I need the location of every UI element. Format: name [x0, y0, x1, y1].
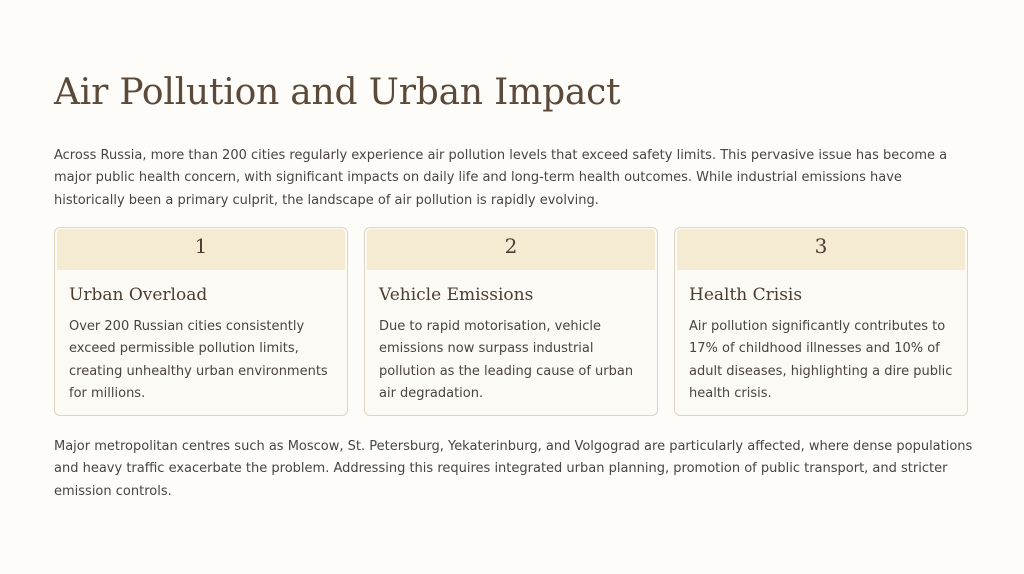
card-header	[367, 229, 655, 270]
card-title: Vehicle Emissions	[379, 285, 534, 305]
card-title: Health Crisis	[689, 285, 803, 305]
card-header	[57, 229, 345, 270]
card-number: 3	[814, 234, 828, 258]
card-row	[54, 227, 970, 418]
card-number: 1	[194, 234, 208, 258]
card-text: Over 200 Russian cities consistently exceed permissible pollution limits, creating unhealthy urban environments for millions.	[69, 319, 328, 401]
card-number: 2	[504, 234, 518, 258]
card-text: Due to rapid motorisation, vehicle emissions now surpass industrial pollution as the leading cause of urban air degradation.	[379, 319, 634, 401]
card-urban-overload	[54, 227, 348, 416]
card-text: Air pollution significantly contributes to 17% of childhood illnesses and 10% of adult diseases, highlighting a dire public health crisis.	[689, 319, 953, 401]
closing-paragraph: Major metropolitan centres such as Moscow, St. Petersburg, Yekaterinburg, and Volgograd are particularly affected, where dense populations and heavy traffic exacerbate the problem. Addressing this requires integrated urban planning, promotion of public transport, and stricter emission controls.	[54, 439, 973, 499]
intro-paragraph: Across Russia, more than 200 cities regularly experience air pollution levels that exceed safety limits. This pervasive issue has become a major public health concern, with significant impacts on daily life and long-term health outcomes. While industrial emissions have historically been a primary culprit, the landscape of air pollution is rapidly evolving.	[54, 148, 948, 208]
card-header	[677, 229, 965, 270]
card-health-crisis	[674, 227, 968, 416]
card-vehicle-emissions	[364, 227, 658, 416]
card-title: Urban Overload	[69, 285, 208, 305]
page-title: Air Pollution and Urban Impact	[54, 72, 621, 113]
